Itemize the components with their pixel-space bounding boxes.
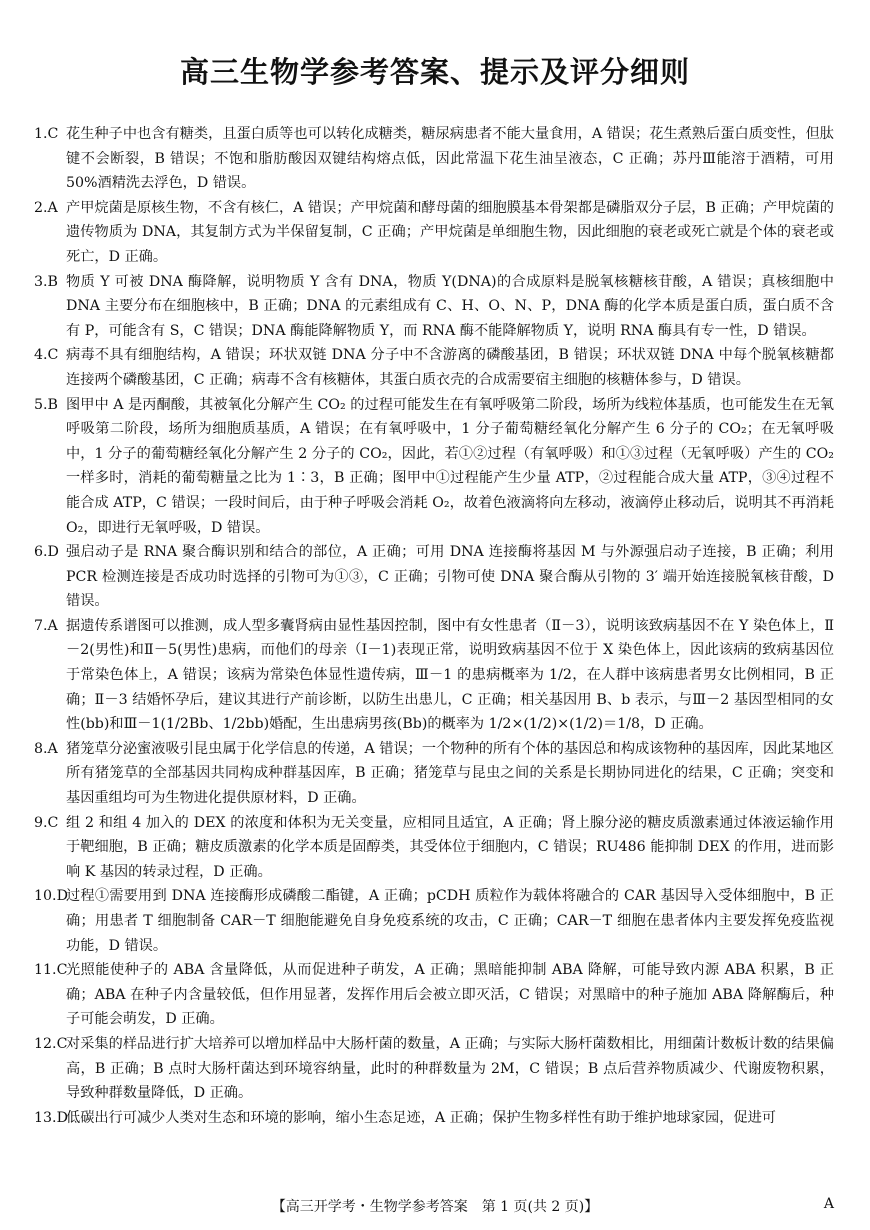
answer-explanation: 花生种子中也含有糖类，且蛋白质等也可以转化成糖类，糖尿病患者不能大量食用，A 错误；花生煮熟后蛋白质变性，但肽键不会断裂，B 错误；不饱和脂肪酸因双键结构熔点低，因此常温下花生油呈液态，C 正确；苏丹Ⅲ能溶于酒精，可用 50%酒精洗去浮色，D 错误。	[66, 126, 834, 192]
answer-explanation: 猪笼草分泌蜜液吸引昆虫属于化学信息的传递，A 错误；一个物种的所有个体的基因总和构成该物种的基因库，因此某地区所有猪笼草的全部基因共同构成种群基因库，B 正确；猪笼草与昆虫之间的关系是长期协同进化的结果，C 正确；突变和基因重组均可为生物进化提供原材料，D 正确。	[66, 740, 834, 807]
answer-explanation: 强启动子是 RNA 聚合酶识别和结合的部位，A 正确；可用 DNA 连接酶将基因 M 与外源强启动子连接，B 正确；利用 PCR 检测连接是否成功时选择的引物可为①③，C 正确；引物可使 DNA 聚合酶从引物的 3′ 端开始连接脱氧核苷酸，D 错误。	[66, 544, 834, 610]
answer-item	[34, 884, 834, 958]
answer-number: 13.D	[34, 1109, 68, 1126]
answer-explanation: 图甲中 A 是丙酮酸，其被氧化分解产生 CO₂ 的过程可能发生在有氧呼吸第二阶段，场所为线粒体基质，也可能发生在无氧呼吸第二阶段，场所为细胞质基质，A 错误；在有氧呼吸中，1 分子葡萄糖经氧化分解产生 6 分子的 CO₂；在无氧呼吸中，1 分子的葡萄糖经氧化分解产生 2 分子的 CO₂，因此，若①②过程（有氧呼吸）和①③过程（无氧呼吸）产生的 CO₂ 一样多时，消耗的葡萄糖量之比为 1∶3，B 正确；图甲中①过程能产生少量 ATP，②过程能合成大量 ATP，③④过程不能合成 ATP，C 错误；一段时间后，由于种子呼吸会消耗 O₂，故着色液滴将向左移动，液滴停止移动后，说明其不再消耗 O₂，即进行无氧呼吸，D 错误。	[66, 396, 834, 536]
answer-number: 12.C	[34, 1035, 68, 1052]
answer-number: 4.C	[34, 347, 59, 364]
answer-item	[34, 122, 834, 196]
answer-number: 8.A	[34, 740, 58, 757]
answer-number: 3.B	[34, 273, 58, 290]
answer-item	[34, 540, 834, 614]
answer-item	[34, 196, 834, 270]
answer-explanation: 病毒不具有细胞结构，A 错误；环状双链 DNA 分子中不含游离的磷酸基团，B 错误；环状双链 DNA 中每个脱氧核糖都连接两个磷酸基团，C 正确；病毒不含有核糖体，其蛋白质衣壳的合成需要宿主细胞的核糖体参与，D 错误。	[66, 347, 834, 388]
answer-item	[34, 737, 834, 811]
answer-explanation: 组 2 和组 4 加入的 DEX 的浓度和体积为无关变量，应相同且适宜，A 正确；肾上腺分泌的糖皮质激素通过体液运输作用于靶细胞，B 正确；糖皮质激素的化学本质是固醇类，其受体位于细胞内，C 错误；RU486 能抑制 DEX 的作用，进而影响 K 基因的转录过程，D 正确。	[66, 814, 834, 880]
answer-item	[34, 1032, 834, 1106]
answer-item	[34, 270, 834, 344]
answer-number: 7.A	[34, 617, 58, 634]
answer-number: 9.C	[34, 814, 59, 831]
answer-number: 1.C	[34, 126, 59, 142]
answer-explanation: 据遗传系谱图可以推测，成人型多囊肾病由显性基因控制，图中有女性患者（Ⅱ－3），说明该致病基因不在 Y 染色体上，Ⅱ－2(男性)和Ⅱ－5(男性)患病，而他们的母亲（Ⅰ－1)表现正常，说明致病基因不位于 X 染色体上，因此该病的致病基因位于常染色体上，A 错误；该病为常染色体显性遗传病，Ⅲ－1 的患病概率为 1/2，在人群中该病患者男女比例相同，B 正确；Ⅱ－3 结婚怀孕后，建议其进行产前诊断，以防生出患儿，C 正确；相关基因用 B、b 表示，与Ⅲ－2 基因型相同的女性(bb)和Ⅲ－1(1/2Bb、1/2bb)婚配，生出患病男孩(Bb)的概率为 1/2×(1/2)×(1/2)＝1/8，D 正确。	[66, 617, 834, 733]
answer-item	[34, 811, 834, 885]
answer-item	[34, 614, 834, 737]
answer-explanation: 对采集的样品进行扩大培养可以增加样品中大肠杆菌的数量，A 正确；与实际大肠杆菌数相比，用细菌计数板计数的结果偏高，B 正确；B 点时大肠杆菌达到环境容纳量，此时的种群数量为 2M，C 错误；B 点后营养物质减少、代谢废物积累，导致种群数量降低，D 正确。	[66, 1035, 834, 1102]
answer-number: 5.B	[34, 396, 58, 413]
answer-list	[34, 122, 834, 1130]
answer-number: 6.D	[34, 544, 59, 561]
answer-explanation: 光照能使种子的 ABA 含量降低，从而促进种子萌发，A 正确；黑暗能抑制 ABA 降解，可能导致内源 ABA 积累，B 正确；ABA 在种子内含量较低，但作用显著，发挥作用后会被立即灭活，C 错误；对黑暗中的种子施加 ABA 降解酶后，种子可能会萌发，D 正确。	[66, 962, 834, 1028]
page-footer: 【高三开学考・生物学参考答案 第 1 页(共 2 页)】	[271, 1199, 599, 1215]
answer-explanation: 产甲烷菌是原核生物，不含有核仁，A 错误；产甲烷菌和酵母菌的细胞膜基本骨架都是磷脂双分子层，B 正确；产甲烷菌的遗传物质为 DNA，其复制方式为半保留复制，C 正确；产甲烷菌是单细胞生物，因此细胞的衰老或死亡就是个体的衰老或死亡，D 正确。	[66, 199, 834, 265]
answer-explanation: 过程①需要用到 DNA 连接酶形成磷酸二酯键，A 正确；pCDH 质粒作为载体将融合的 CAR 基因导入受体细胞中，B 正确；用患者 T 细胞制备 CAR－T 细胞能避免自身免疫系统的攻击，C 正确；CAR－T 细胞在患者体内主要发挥免疫监视功能，D 错误。	[66, 888, 834, 954]
version-label: A	[823, 1196, 834, 1212]
answer-item	[34, 393, 834, 541]
answer-explanation: 低碳出行可减少人类对生态和环境的影响，缩小生态足迹，A 正确；保护生物多样性有助于维护地球家园，促进可	[66, 1109, 776, 1126]
answer-item	[34, 343, 834, 392]
answer-explanation: 物质 Y 可被 DNA 酶降解，说明物质 Y 含有 DNA，物质 Y(DNA)的合成原料是脱氧核糖核苷酸，A 错误；真核细胞中 DNA 主要分布在细胞核中，B 正确；DNA 的元素组成有 C、H、O、N、P，DNA 酶的化学本质是蛋白质，蛋白质不含有 P，可能含有 S，C 错误；DNA 酶能降解物质 Y，而 RNA 酶不能降解物质 Y，说明 RNA 酶具有专一性，D 错误。	[66, 273, 834, 339]
answer-item	[34, 958, 834, 1032]
answer-number: 11.C	[34, 962, 68, 979]
page-title: 高三生物学参考答案、提示及评分细则	[179, 55, 690, 89]
answer-number: 2.A	[34, 199, 58, 216]
answer-item	[34, 1106, 834, 1131]
answer-number: 10.D	[34, 888, 68, 905]
